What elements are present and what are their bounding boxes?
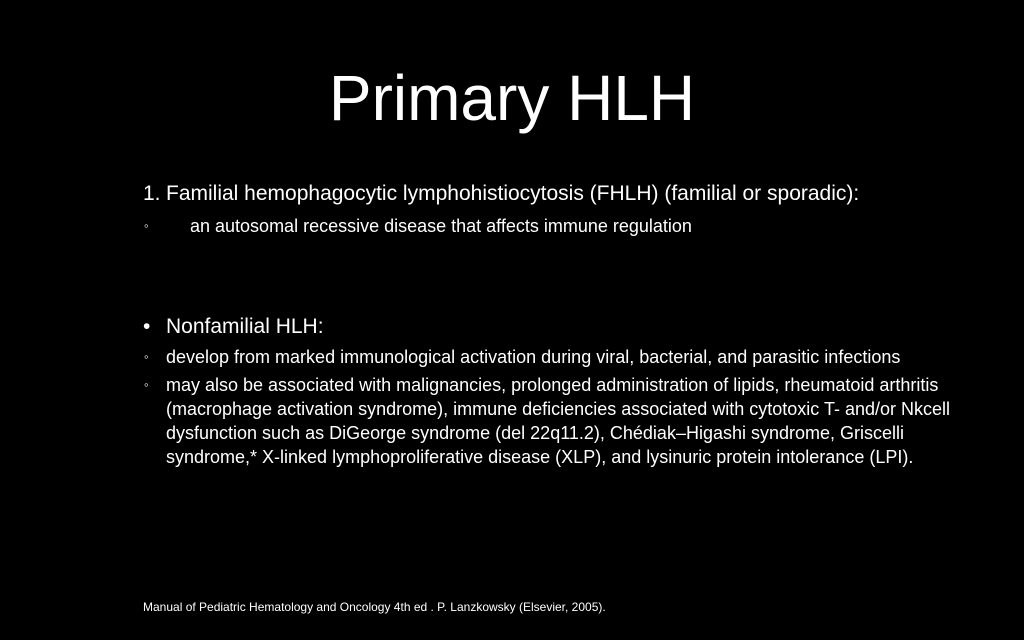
autosomal-text: an autosomal recessive disease that affects immune regulation bbox=[190, 216, 692, 236]
reference-footnote: Manual of Pediatric Hematology and Oncology 4th ed . P. Lanzkowsky (Elsevier, 2005). bbox=[143, 600, 606, 614]
list-item-familial-hlh bbox=[143, 180, 963, 208]
nonfamilial-hlh-heading: Nonfamilial HLH: bbox=[166, 315, 324, 338]
slide-content bbox=[143, 180, 963, 469]
associations-text: may also be associated with malignancies, prolonged administration of lipids, rheumatoid arthritis (macrophage activation syndrome), immune deficiencies associated with cytotoxic T- and/or Nkcell dysfunction such as DiGeorge syndrome (del 22q11.2), Chédiak–Higashi syndrome, Griscelli syndrome,* X-linked lymphoproliferative disease (XLP), and lysinuric protein intolerance (LPI). bbox=[166, 375, 951, 467]
spacer bbox=[143, 238, 963, 313]
list-item-nonfamilial-hlh bbox=[143, 313, 963, 341]
familial-hlh-heading: Familial hemophagocytic lymphohistiocytosis (FHLH) (familial or sporadic): bbox=[166, 182, 860, 205]
activation-text: develop from marked immunological activation during viral, bacterial, and parasitic infections bbox=[166, 347, 901, 367]
sub-bullet-autosomal bbox=[143, 214, 963, 238]
bullet-icon: • bbox=[143, 315, 151, 338]
slide-title: Primary HLH bbox=[328, 62, 696, 134]
sub-bullet-associations bbox=[143, 373, 963, 469]
hollow-bullet-icon: ◦ bbox=[144, 218, 149, 233]
sub-bullet-activation bbox=[143, 345, 963, 369]
number-marker: 1. bbox=[143, 182, 161, 205]
hollow-bullet-icon: ◦ bbox=[144, 349, 149, 364]
hollow-bullet-icon: ◦ bbox=[144, 377, 149, 392]
